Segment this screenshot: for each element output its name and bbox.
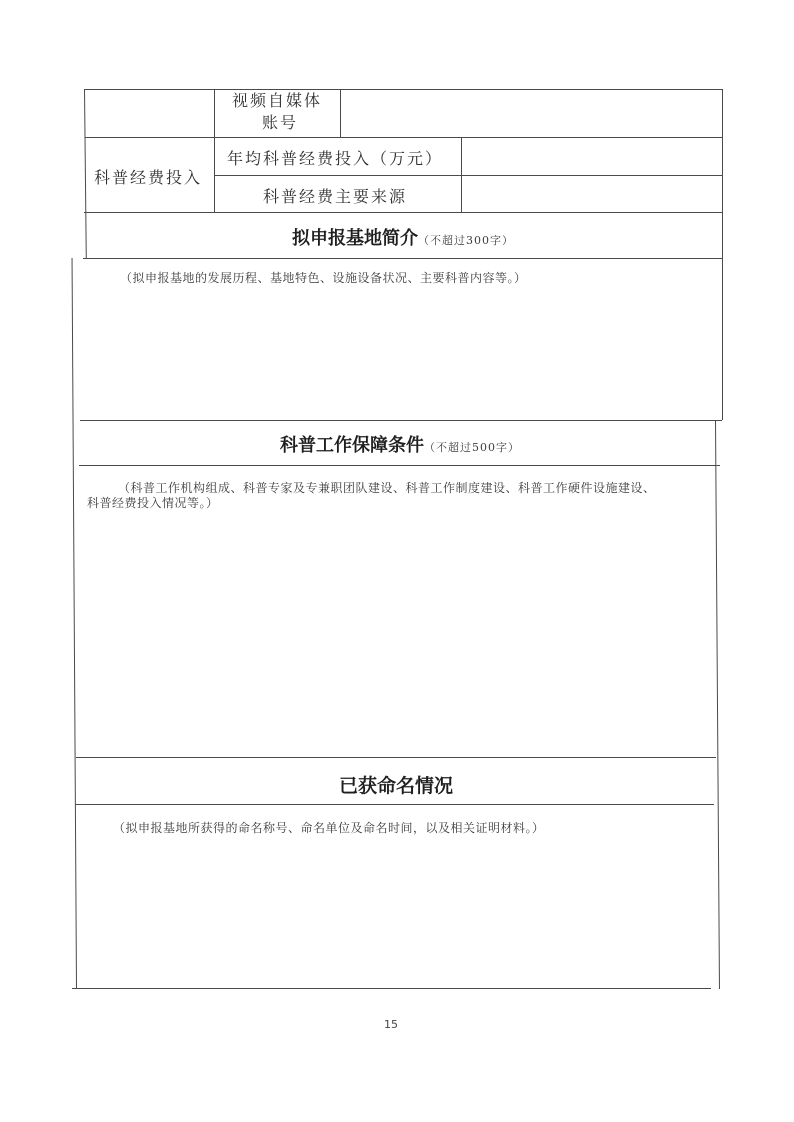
annual-funding-value[interactable] [465, 140, 719, 173]
guarantee-content-area[interactable] [86, 515, 711, 751]
table-right-border-lower [715, 420, 720, 989]
table-bottom-border [72, 988, 711, 989]
row-divider-video [85, 137, 723, 138]
col-divider-video [340, 89, 341, 137]
guarantee-bottom-divider [76, 757, 716, 758]
honors-section-header [76, 771, 716, 798]
intro-content-area[interactable] [90, 290, 718, 415]
guarantee-hint-line1: （科普工作机构组成、科普专家及专兼职团队建设、科普工作制度建设、科普工作硬件设施建设、 [118, 481, 656, 495]
intro-title: 拟申报基地简介 [292, 228, 418, 249]
col-divider-funding [461, 137, 462, 212]
funding-source-label: 科普经费主要来源 [263, 187, 408, 206]
funding-group-label: 科普经费投入 [94, 168, 203, 187]
intro-word-limit: （不超过300字） [418, 234, 514, 247]
guarantee-title-divider [79, 465, 720, 466]
honors-title-divider [75, 804, 714, 805]
video-media-label-line1: 视频自媒体 [232, 91, 323, 110]
funding-source-value[interactable] [465, 178, 719, 210]
row-divider-annual [214, 175, 723, 176]
table-right-border [722, 89, 723, 420]
table-left-border-lower [72, 258, 77, 989]
row-divider-funding [84, 212, 723, 213]
intro-section-header [84, 224, 722, 250]
honors-title: 已获命名情况 [338, 775, 453, 797]
intro-bottom-divider [80, 420, 722, 421]
honors-content-area[interactable] [82, 842, 710, 982]
guarantee-section-header [80, 431, 720, 457]
guarantee-hint-line2: 科普经费投入情况等。） [87, 496, 219, 510]
honors-hint: （拟申报基地所获得的命名称号、命名单位及命名时间，以及相关证明材料。） [113, 821, 545, 835]
video-media-label-line2: 账号 [262, 113, 299, 132]
table-top-border [85, 89, 723, 90]
video-media-label [232, 90, 322, 134]
annual-funding-label: 年均科普经费投入（万元） [227, 149, 444, 168]
page-number: 15 [384, 1018, 398, 1031]
intro-title-divider [83, 258, 723, 259]
col-divider-group [214, 89, 215, 212]
guarantee-word-limit: （不超过500字） [424, 441, 520, 454]
guarantee-title: 科普工作保障条件 [280, 435, 424, 456]
intro-hint: （拟申报基地的发展历程、基地特色、设施设备状况、主要科普内容等。） [120, 271, 527, 285]
video-media-value[interactable] [344, 92, 718, 134]
